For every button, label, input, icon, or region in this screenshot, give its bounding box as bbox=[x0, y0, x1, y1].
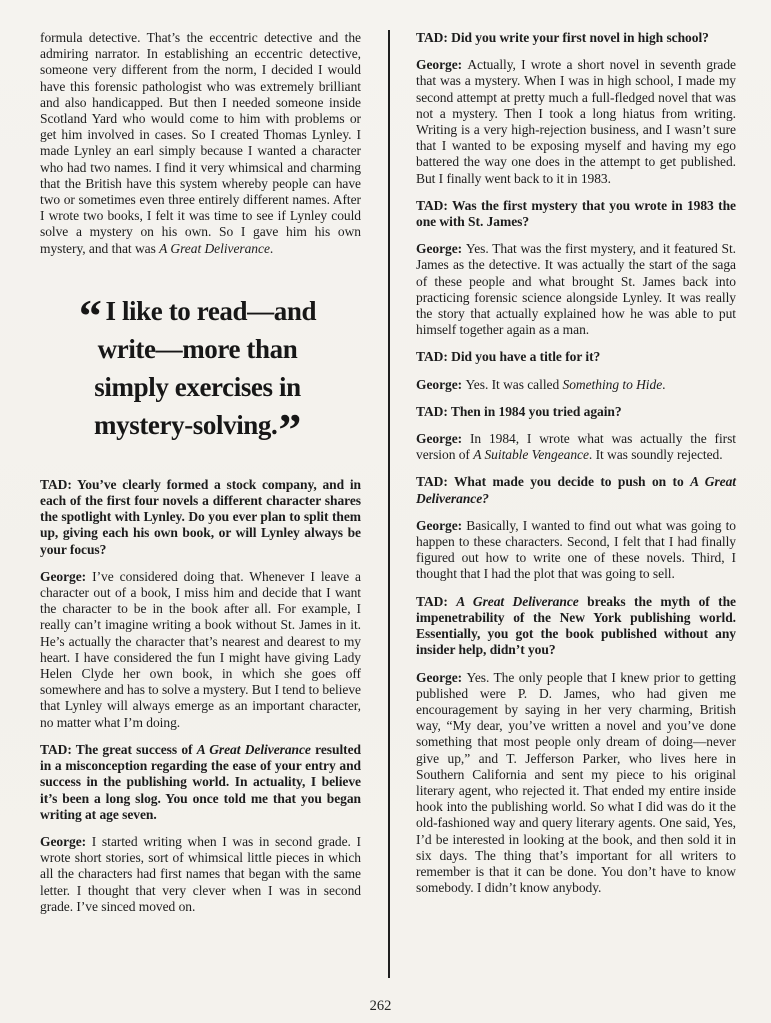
speaker-label: George: bbox=[416, 241, 466, 257]
speaker-label: George: bbox=[416, 376, 466, 392]
interviewer-question bbox=[416, 594, 736, 659]
interviewer-question bbox=[416, 474, 736, 506]
interviewer-question bbox=[416, 404, 736, 420]
interviewer-question bbox=[416, 30, 736, 46]
text-run: . It was soundly rejected. bbox=[588, 447, 723, 463]
text-run: formula detective. That’s the eccentric detective and the admiring narrator. In establishing an eccentric detective, someone very different from the norm, I decided I would have this forensic pathologist who was extremely brilliant and also handicapped. But then I needed someone inside Scotland Yard who would come to him with problems or get him involved in cases. So I created Thomas Lynley. I made Lynley an earl simply because I wanted a character who had two names. I find it very whimsical and charming that the British have this system whereby people can have two or sometimes even three entirely different names. After I wrote two books, I felt it was time to see if Lynley could solve a mystery on his own. So I gave him his own mystery, and that was bbox=[40, 30, 361, 256]
text-run: . bbox=[269, 240, 274, 256]
author-answer bbox=[416, 670, 736, 897]
interviewer-question bbox=[416, 349, 736, 365]
interviewer-question bbox=[40, 477, 361, 558]
interviewer-question bbox=[416, 198, 736, 230]
text-run: I’ve considered doing that. Whenever I leave a character out of a book, I miss him and decide that I want the character to be in the book after all. For example, I really can’t imagine writing a book without St. James in it. He’s actually the character that’s nearest and dearest to my heart. I have considered the fun I might have giving Lady Helen Clyde her own book, in which she goes off somewhere and has to solve a mystery. But I tend to believe that Lynley will always emerge as an important character, no matter what I’m doing. bbox=[40, 568, 361, 730]
text-run: A Great Deliverance? bbox=[416, 474, 737, 506]
author-answer bbox=[40, 834, 361, 915]
pull-quote-line: mystery-solving. bbox=[94, 409, 278, 440]
text-run: resulted in a misconception regarding the ease of your entry and success in the publishing world. In actuality, I believe it’s been a long slog. You once told me that you began writing at age seven. bbox=[40, 741, 361, 822]
pull-quote-line: I like to read—and bbox=[105, 295, 317, 326]
text-run: Actually, I wrote a short novel in seventh grade that was a mystery. When I was in high school, I made my second attempt at pretty much a full-fledged novel that was not a mystery. Then I took a long hiatus from writing. Writing is a very high-rejection business, and I wasn’t sure that I wanted to be exposing myself and having my ego battered the way one does in the attempt to get published. But I finally went back to it in 1983. bbox=[416, 57, 736, 186]
speaker-label: George: bbox=[416, 57, 468, 73]
speaker-label: TAD: Was the first mystery that you wrote in 1983 the one with St. James? bbox=[416, 197, 736, 230]
speaker-label: TAD: Did you write your first novel in high school? bbox=[416, 30, 709, 45]
text-run: . bbox=[662, 376, 666, 392]
text-run: A Great Deliverance bbox=[159, 240, 270, 256]
close-quote-mark: ” bbox=[278, 403, 301, 455]
left-column bbox=[40, 30, 361, 926]
speaker-label: TAD: bbox=[416, 593, 457, 609]
speaker-label: George: bbox=[416, 517, 467, 533]
speaker-label: TAD: What made you decide to push on to bbox=[416, 474, 691, 490]
speaker-label: George: bbox=[416, 431, 470, 447]
text-run: Yes. That was the first mystery, and it featured St. James as the detective. It was actually the start of the saga of these people and what brought St. James back into practicing forensic science alongside Lynley. It was really the story that actually explained how he was able to put himself together again as a man. bbox=[416, 241, 737, 338]
column-divider-rule bbox=[388, 30, 390, 978]
author-answer bbox=[416, 518, 736, 583]
text-run: In 1984, I wrote what was actually the first version of bbox=[416, 431, 736, 463]
author-answer bbox=[416, 57, 736, 187]
text-run: A Great Deliverance bbox=[196, 741, 311, 757]
text-run: Basically, I wanted to find out what was going to happen to these characters. Second, I felt that I had finally figured out how to write one of these novels. Third, I thought that I had the plot that was going to sell. bbox=[416, 517, 736, 582]
text-run: I started writing when I was in second grade. I wrote short stories, sort of whimsical little pieces in which all the characters had first names that began with the same letter. I thought that very clever when I was in second grade. I’ve sinced moved on. bbox=[40, 833, 361, 914]
speaker-label: TAD: Then in 1984 you tried again? bbox=[416, 403, 622, 419]
text-run: Yes. The only people that I knew prior to getting published were P. D. James, who had given me encouragement by saying in her very charming, British way, “My dear, you’ve written a novel and you’ve done something that most people only dream of doing—never give up,” and T. Jefferson Parker, who lives here in Southern California and sent my piece to his original literary agent, who rejected it. That ended my entire inside hook into the publishing world. So what I did was do it the old-fashioned way and query literary agents. One said, Yes, I’d be interested in looking at the book, and then sold it in six days. The thing that’s important for all writers to remember is that it can be done. You don’t have to know somebody. I didn’t know anybody. bbox=[416, 669, 736, 896]
interviewer-question bbox=[40, 742, 361, 823]
pull-quote bbox=[40, 289, 355, 455]
pull-quote-line: simply exercises in bbox=[94, 371, 301, 402]
page-number: 262 bbox=[369, 998, 392, 1014]
text-run: Something to Hide bbox=[562, 376, 663, 392]
text-run: A Great Deliverance bbox=[456, 593, 579, 609]
speaker-label: George: bbox=[416, 669, 467, 685]
author-answer bbox=[416, 431, 736, 463]
speaker-label: TAD: Did you have a title for it? bbox=[416, 349, 601, 365]
speaker-label: George: bbox=[40, 568, 93, 584]
text-run: A Suitable Vengeance bbox=[473, 447, 589, 463]
author-answer bbox=[416, 241, 736, 338]
author-answer bbox=[416, 377, 736, 393]
open-quote-mark: “ bbox=[78, 289, 102, 341]
pull-quote-line: write—more than bbox=[97, 333, 298, 364]
right-column bbox=[416, 30, 736, 907]
speaker-label: TAD: The great success of bbox=[40, 741, 197, 757]
text-run: Yes. It was called bbox=[465, 376, 563, 392]
speaker-label: George: bbox=[40, 833, 92, 849]
continuation-paragraph bbox=[40, 30, 361, 257]
speaker-label: TAD: You’ve clearly formed a stock company, and in each of the first four novels a different character shares the spotlight with Lynley. Do you ever plan to split them up, giving each his own book, or will Lynley always be your focus? bbox=[40, 476, 361, 557]
author-answer bbox=[40, 569, 361, 731]
text-run: breaks the myth of the impenetrability of the New York publishing world. Essentially, you got the book published without any insider help, didn’t you? bbox=[416, 593, 736, 658]
